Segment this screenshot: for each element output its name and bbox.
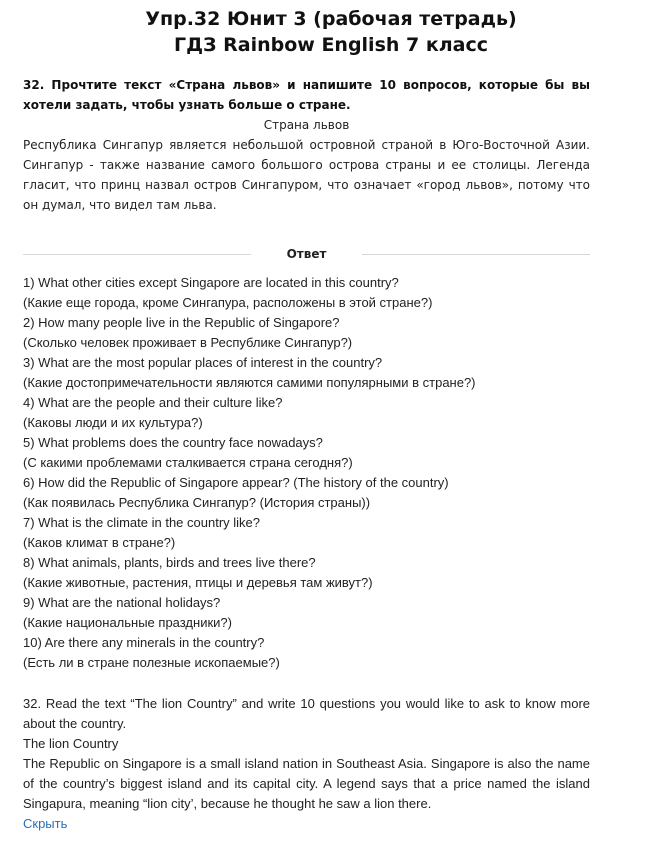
story-title: Страна львов — [263, 118, 350, 132]
answer-line: 5) What problems does the country face nowadays? — [23, 435, 323, 450]
story-text: Республика Сингапур является небольшой островной страной в Юго-Восточной Азии. Сингапур - также название самого большого острова страны и ее столицы. Легенда гласит, что принц назвал остров Сингапуром, что означает «город львов», потому что он думал, что видел там льва. — [23, 138, 590, 212]
english-task: 32. Read the text “The lion Country” and write 10 questions you would like to ask to know more about the country. — [23, 696, 590, 731]
answer-line: (Какие еще города, кроме Сингапура, расположены в этой стране?) — [23, 295, 433, 310]
answer-line: (Какие достопримечательности являются самими популярными в стране?) — [23, 375, 476, 390]
answer-line: 6) How did the Republic of Singapore appear? (The history of the country) — [23, 475, 449, 490]
answer-line: 8) What animals, plants, birds and trees live there? — [23, 555, 316, 570]
answer-line: 9) What are the national holidays? — [23, 595, 221, 610]
answer-label: Ответ — [286, 247, 327, 261]
separator-line-right — [362, 254, 590, 255]
answer-line: 3) What are the most popular places of interest in the country? — [23, 355, 383, 370]
task-block — [23, 75, 590, 215]
hide-link[interactable]: Скрыть — [23, 816, 68, 831]
answer-line: (Как появилась Республика Сингапур? (История страны)) — [23, 495, 371, 510]
page-title — [0, 6, 662, 58]
answer-line: (Каков климат в стране?) — [23, 535, 176, 550]
answer-line: (С какими проблемами сталкивается страна сегодня?) — [23, 455, 353, 470]
answer-line: (Какие животные, растения, птицы и деревья там живут?) — [23, 575, 373, 590]
title-line-1: Упр.32 Юнит 3 (рабочая тетрадь) — [145, 8, 517, 30]
answer-list — [23, 273, 603, 673]
answer-separator — [23, 244, 590, 264]
answer-line: (Каковы люди и их культура?) — [23, 415, 203, 430]
answer-line: (Какие национальные праздники?) — [23, 615, 232, 630]
answer-line: (Есть ли в стране полезные ископаемые?) — [23, 655, 280, 670]
english-block — [23, 694, 590, 834]
title-line-2: ГДЗ Rainbow English 7 класс — [173, 34, 489, 56]
answer-line: 7) What is the climate in the country like? — [23, 515, 260, 530]
answer-line: 10) Are there any minerals in the country? — [23, 635, 265, 650]
english-story-text: The Republic on Singapore is a small island nation in Southeast Asia. Singapore is also the name of the country’s biggest island and its capital city. A legend says that a price named the island Singapura, meaning “lion city’, because he thought he saw a lion there. — [23, 756, 590, 811]
answer-line: (Сколько человек проживает в Республике Сингапур?) — [23, 335, 353, 350]
english-story-title: The lion Country — [23, 736, 119, 751]
task-question: 32. Прочтите текст «Страна львов» и напишите 10 вопросов, которые бы вы хотели задать, чтобы узнать больше о стране. — [23, 78, 590, 112]
answer-line: 2) How many people live in the Republic of Singapore? — [23, 315, 340, 330]
answer-line: 4) What are the people and their culture like? — [23, 395, 283, 410]
answer-line: 1) What other cities except Singapore are located in this country? — [23, 275, 399, 290]
